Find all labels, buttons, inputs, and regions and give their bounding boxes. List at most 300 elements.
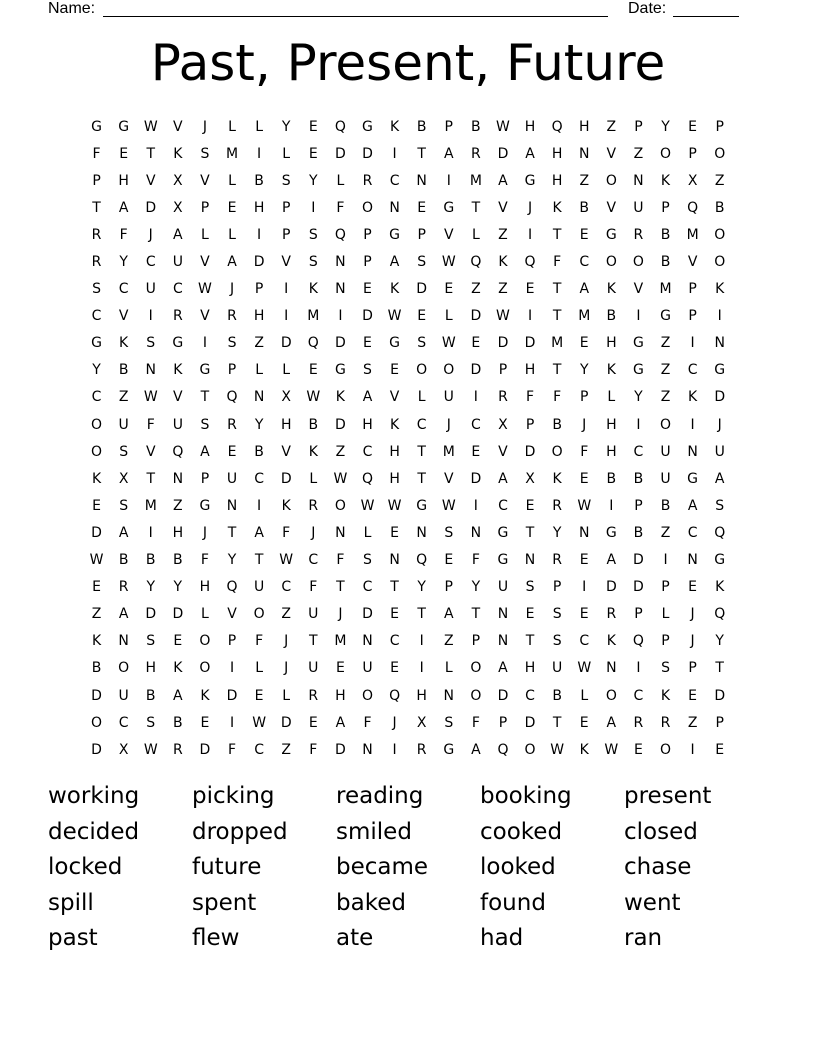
- grid-letter[interactable]: E: [119, 145, 129, 162]
- grid-letter[interactable]: K: [498, 254, 508, 271]
- grid-letter[interactable]: V: [173, 118, 183, 135]
- grid-letter[interactable]: I: [446, 172, 451, 189]
- grid-letter[interactable]: A: [443, 606, 454, 623]
- grid-letter[interactable]: L: [228, 172, 236, 189]
- grid-letter[interactable]: Q: [714, 524, 726, 541]
- grid-letter[interactable]: D: [470, 470, 482, 487]
- grid-letter[interactable]: K: [660, 687, 671, 704]
- grid-letter[interactable]: B: [660, 226, 671, 243]
- grid-letter[interactable]: S: [444, 714, 454, 731]
- grid-letter[interactable]: V: [281, 443, 291, 460]
- grid-letter[interactable]: K: [715, 281, 725, 298]
- grid-letter[interactable]: F: [92, 145, 101, 162]
- grid-letter[interactable]: S: [119, 443, 129, 460]
- grid-letter[interactable]: R: [606, 606, 617, 623]
- grid-letter[interactable]: E: [579, 335, 589, 352]
- grid-letter[interactable]: B: [308, 416, 319, 433]
- grid-letter[interactable]: V: [227, 606, 237, 623]
- grid-letter[interactable]: D: [524, 714, 536, 731]
- grid-letter[interactable]: N: [470, 524, 482, 541]
- grid-letter[interactable]: C: [118, 281, 129, 298]
- grid-letter[interactable]: C: [172, 281, 183, 298]
- grid-letter[interactable]: A: [227, 254, 237, 271]
- grid-letter[interactable]: A: [579, 281, 590, 298]
- grid-letter[interactable]: D: [280, 714, 292, 731]
- grid-letter[interactable]: I: [311, 199, 316, 216]
- grid-letter[interactable]: D: [335, 145, 346, 162]
- grid-letter[interactable]: N: [687, 443, 698, 460]
- grid-letter[interactable]: W: [387, 308, 402, 325]
- grid-letter[interactable]: I: [690, 416, 695, 433]
- grid-letter[interactable]: W: [577, 497, 592, 514]
- name-blank-line[interactable]: [103, 16, 608, 17]
- grid-letter[interactable]: G: [660, 308, 671, 325]
- grid-letter[interactable]: G: [605, 524, 617, 541]
- grid-letter[interactable]: X: [173, 172, 183, 189]
- grid-letter[interactable]: D: [199, 741, 211, 758]
- grid-letter[interactable]: C: [579, 254, 590, 271]
- grid-letter[interactable]: T: [552, 226, 562, 243]
- grid-letter[interactable]: V: [606, 199, 617, 216]
- grid-letter[interactable]: B: [660, 254, 671, 271]
- grid-letter[interactable]: H: [524, 660, 536, 677]
- grid-letter[interactable]: V: [443, 226, 454, 243]
- grid-letter[interactable]: Q: [687, 199, 699, 216]
- grid-letter[interactable]: P: [471, 633, 481, 650]
- grid-letter[interactable]: O: [660, 741, 672, 758]
- grid-letter[interactable]: S: [146, 335, 156, 352]
- grid-letter[interactable]: U: [633, 199, 644, 216]
- grid-letter[interactable]: D: [280, 335, 292, 352]
- grid-letter[interactable]: B: [254, 172, 264, 189]
- grid-letter[interactable]: E: [579, 226, 589, 243]
- grid-letter[interactable]: J: [284, 633, 289, 650]
- grid-letter[interactable]: Y: [552, 524, 562, 541]
- grid-letter[interactable]: E: [335, 660, 345, 677]
- grid-letter[interactable]: L: [580, 687, 589, 704]
- grid-letter[interactable]: H: [280, 416, 292, 433]
- grid-letter[interactable]: L: [607, 389, 616, 406]
- grid-letter[interactable]: Z: [660, 362, 671, 379]
- grid-letter[interactable]: I: [284, 281, 289, 298]
- grid-letter[interactable]: Q: [632, 633, 644, 650]
- grid-letter[interactable]: B: [552, 687, 562, 704]
- grid-letter[interactable]: D: [362, 145, 373, 162]
- grid-letter[interactable]: U: [660, 443, 671, 460]
- grid-letter[interactable]: R: [633, 226, 644, 243]
- grid-letter[interactable]: R: [172, 741, 183, 758]
- grid-letter[interactable]: X: [281, 389, 291, 406]
- grid-letter[interactable]: J: [338, 606, 343, 623]
- grid-letter[interactable]: S: [227, 335, 237, 352]
- grid-letter[interactable]: Q: [416, 552, 428, 569]
- grid-letter[interactable]: T: [146, 145, 156, 162]
- grid-letter[interactable]: N: [226, 497, 238, 514]
- grid-letter[interactable]: O: [660, 145, 672, 162]
- grid-letter[interactable]: D: [497, 335, 509, 352]
- grid-letter[interactable]: G: [497, 524, 509, 541]
- grid-letter[interactable]: Z: [660, 524, 671, 541]
- grid-letter[interactable]: T: [390, 579, 399, 596]
- grid-letter[interactable]: S: [552, 633, 562, 650]
- grid-letter[interactable]: W: [89, 552, 104, 569]
- grid-letter[interactable]: O: [416, 362, 428, 379]
- grid-letter[interactable]: Z: [687, 714, 698, 731]
- grid-letter[interactable]: Y: [579, 362, 589, 379]
- grid-letter[interactable]: B: [714, 199, 725, 216]
- grid-letter[interactable]: N: [335, 524, 346, 541]
- grid-letter[interactable]: Y: [146, 579, 156, 596]
- grid-letter[interactable]: K: [119, 335, 129, 352]
- grid-letter[interactable]: T: [552, 281, 562, 298]
- grid-letter[interactable]: N: [362, 741, 373, 758]
- grid-letter[interactable]: K: [91, 633, 102, 650]
- grid-letter[interactable]: O: [91, 416, 103, 433]
- grid-letter[interactable]: D: [145, 199, 157, 216]
- grid-letter[interactable]: E: [688, 579, 698, 596]
- grid-letter[interactable]: D: [145, 606, 157, 623]
- grid-letter[interactable]: I: [636, 308, 641, 325]
- grid-letter[interactable]: H: [362, 416, 373, 433]
- grid-letter[interactable]: D: [633, 552, 644, 569]
- grid-letter[interactable]: R: [227, 416, 237, 433]
- grid-letter[interactable]: B: [145, 687, 156, 704]
- grid-letter[interactable]: C: [687, 362, 698, 379]
- grid-letter[interactable]: E: [444, 281, 454, 298]
- grid-letter[interactable]: B: [118, 552, 129, 569]
- grid-letter[interactable]: Z: [118, 389, 129, 406]
- grid-letter[interactable]: Y: [254, 416, 264, 433]
- grid-letter[interactable]: W: [441, 497, 456, 514]
- grid-letter[interactable]: C: [633, 443, 644, 460]
- grid-letter[interactable]: L: [228, 226, 236, 243]
- grid-letter[interactable]: E: [579, 470, 589, 487]
- grid-letter[interactable]: A: [118, 524, 129, 541]
- grid-letter[interactable]: R: [498, 389, 508, 406]
- grid-letter[interactable]: W: [143, 389, 158, 406]
- grid-letter[interactable]: Z: [335, 443, 346, 460]
- grid-letter[interactable]: Q: [470, 254, 482, 271]
- grid-letter[interactable]: Q: [497, 741, 509, 758]
- grid-letter[interactable]: F: [336, 552, 345, 569]
- grid-letter[interactable]: D: [714, 389, 726, 406]
- grid-letter[interactable]: P: [417, 226, 426, 243]
- grid-letter[interactable]: S: [308, 226, 318, 243]
- grid-letter[interactable]: P: [634, 606, 643, 623]
- grid-letter[interactable]: V: [173, 389, 183, 406]
- grid-letter[interactable]: S: [444, 524, 454, 541]
- grid-letter[interactable]: P: [444, 118, 453, 135]
- grid-letter[interactable]: N: [578, 524, 590, 541]
- grid-letter[interactable]: F: [200, 552, 209, 569]
- grid-letter[interactable]: G: [605, 226, 617, 243]
- grid-letter[interactable]: O: [443, 362, 455, 379]
- grid-letter[interactable]: G: [334, 362, 346, 379]
- grid-letter[interactable]: O: [361, 687, 373, 704]
- grid-letter[interactable]: B: [254, 443, 264, 460]
- grid-letter[interactable]: F: [363, 714, 372, 731]
- grid-letter[interactable]: B: [416, 118, 427, 135]
- grid-letter[interactable]: J: [202, 524, 207, 541]
- grid-letter[interactable]: N: [497, 633, 509, 650]
- grid-letter[interactable]: T: [417, 145, 426, 162]
- grid-letter[interactable]: T: [715, 660, 724, 677]
- grid-letter[interactable]: E: [227, 199, 237, 216]
- grid-letter[interactable]: Q: [226, 389, 238, 406]
- grid-letter[interactable]: R: [552, 497, 562, 514]
- grid-letter[interactable]: L: [228, 118, 236, 135]
- grid-letter[interactable]: R: [362, 172, 373, 189]
- grid-letter[interactable]: G: [524, 172, 536, 189]
- grid-letter[interactable]: L: [255, 660, 264, 677]
- grid-letter[interactable]: L: [444, 308, 453, 325]
- grid-letter[interactable]: W: [306, 389, 321, 406]
- grid-letter[interactable]: A: [173, 226, 183, 243]
- grid-letter[interactable]: I: [473, 497, 478, 514]
- grid-letter[interactable]: X: [525, 470, 535, 487]
- grid-letter[interactable]: D: [497, 687, 509, 704]
- grid-letter[interactable]: E: [579, 714, 589, 731]
- grid-letter[interactable]: L: [444, 660, 453, 677]
- grid-letter[interactable]: E: [363, 281, 372, 298]
- grid-letter[interactable]: E: [525, 281, 535, 298]
- grid-letter[interactable]: I: [202, 335, 207, 352]
- grid-letter[interactable]: N: [389, 552, 400, 569]
- grid-letter[interactable]: C: [416, 416, 427, 433]
- grid-letter[interactable]: U: [172, 254, 183, 271]
- grid-letter[interactable]: R: [633, 714, 644, 731]
- grid-letter[interactable]: R: [470, 145, 481, 162]
- grid-letter[interactable]: H: [606, 335, 617, 352]
- grid-letter[interactable]: S: [661, 660, 670, 677]
- grid-letter[interactable]: P: [661, 199, 670, 216]
- grid-letter[interactable]: C: [498, 497, 508, 514]
- grid-letter[interactable]: F: [146, 416, 155, 433]
- grid-letter[interactable]: U: [362, 660, 373, 677]
- grid-letter[interactable]: R: [660, 714, 671, 731]
- grid-letter[interactable]: P: [254, 281, 264, 298]
- grid-letter[interactable]: B: [173, 552, 183, 569]
- grid-letter[interactable]: U: [308, 606, 319, 623]
- grid-letter[interactable]: Z: [443, 633, 454, 650]
- grid-letter[interactable]: G: [714, 362, 726, 379]
- grid-letter[interactable]: Q: [172, 443, 184, 460]
- grid-letter[interactable]: G: [389, 226, 400, 243]
- grid-letter[interactable]: D: [280, 470, 292, 487]
- grid-letter[interactable]: T: [146, 470, 156, 487]
- grid-letter[interactable]: L: [471, 226, 480, 243]
- grid-letter[interactable]: I: [690, 741, 695, 758]
- grid-letter[interactable]: B: [173, 714, 183, 731]
- grid-letter[interactable]: H: [551, 172, 563, 189]
- grid-letter[interactable]: V: [498, 199, 508, 216]
- grid-letter[interactable]: A: [498, 660, 508, 677]
- grid-letter[interactable]: M: [334, 633, 347, 650]
- grid-letter[interactable]: S: [363, 362, 372, 379]
- grid-letter[interactable]: I: [284, 308, 289, 325]
- grid-letter[interactable]: T: [552, 714, 562, 731]
- grid-letter[interactable]: T: [525, 633, 535, 650]
- grid-letter[interactable]: A: [498, 172, 508, 189]
- grid-letter[interactable]: T: [552, 308, 562, 325]
- grid-letter[interactable]: Q: [226, 579, 238, 596]
- grid-letter[interactable]: W: [441, 335, 456, 352]
- grid-letter[interactable]: S: [119, 497, 129, 514]
- grid-letter[interactable]: D: [362, 308, 373, 325]
- grid-letter[interactable]: A: [200, 443, 210, 460]
- grid-letter[interactable]: Q: [307, 335, 319, 352]
- grid-letter[interactable]: E: [633, 741, 643, 758]
- grid-letter[interactable]: G: [362, 118, 373, 135]
- grid-letter[interactable]: I: [473, 389, 478, 406]
- grid-letter[interactable]: E: [715, 741, 725, 758]
- grid-letter[interactable]: V: [633, 281, 644, 298]
- grid-letter[interactable]: A: [471, 741, 481, 758]
- grid-letter[interactable]: T: [227, 524, 237, 541]
- grid-letter[interactable]: B: [471, 118, 481, 135]
- grid-letter[interactable]: K: [715, 579, 725, 596]
- grid-letter[interactable]: Y: [417, 579, 426, 596]
- grid-letter[interactable]: W: [143, 741, 158, 758]
- grid-letter[interactable]: B: [145, 552, 156, 569]
- grid-letter[interactable]: F: [580, 443, 589, 460]
- grid-letter[interactable]: P: [525, 416, 535, 433]
- grid-letter[interactable]: S: [308, 254, 318, 271]
- grid-letter[interactable]: S: [417, 254, 427, 271]
- grid-letter[interactable]: G: [443, 741, 455, 758]
- grid-letter[interactable]: E: [308, 714, 318, 731]
- grid-letter[interactable]: S: [200, 416, 210, 433]
- grid-letter[interactable]: R: [416, 741, 427, 758]
- grid-letter[interactable]: N: [362, 633, 373, 650]
- grid-letter[interactable]: O: [551, 443, 563, 460]
- grid-letter[interactable]: U: [497, 579, 509, 596]
- grid-letter[interactable]: I: [717, 308, 722, 325]
- grid-letter[interactable]: D: [335, 335, 346, 352]
- grid-letter[interactable]: M: [225, 145, 239, 162]
- grid-letter[interactable]: W: [577, 660, 592, 677]
- grid-letter[interactable]: S: [552, 606, 562, 623]
- grid-letter[interactable]: K: [173, 362, 183, 379]
- grid-letter[interactable]: V: [200, 254, 210, 271]
- grid-letter[interactable]: G: [199, 362, 211, 379]
- grid-letter[interactable]: N: [497, 606, 509, 623]
- grid-letter[interactable]: L: [417, 389, 426, 406]
- grid-letter[interactable]: O: [605, 172, 617, 189]
- grid-letter[interactable]: Y: [471, 579, 481, 596]
- grid-letter[interactable]: E: [688, 118, 698, 135]
- grid-letter[interactable]: V: [200, 172, 210, 189]
- grid-letter[interactable]: V: [200, 308, 210, 325]
- grid-letter[interactable]: X: [173, 199, 183, 216]
- grid-letter[interactable]: E: [579, 552, 589, 569]
- grid-letter[interactable]: F: [255, 633, 264, 650]
- grid-letter[interactable]: U: [443, 389, 454, 406]
- grid-letter[interactable]: H: [416, 687, 427, 704]
- grid-letter[interactable]: H: [199, 579, 211, 596]
- grid-letter[interactable]: A: [525, 145, 535, 162]
- grid-letter[interactable]: P: [281, 226, 291, 243]
- grid-letter[interactable]: C: [362, 579, 373, 596]
- grid-letter[interactable]: B: [118, 362, 129, 379]
- grid-letter[interactable]: J: [148, 226, 153, 243]
- grid-letter[interactable]: I: [636, 416, 641, 433]
- grid-letter[interactable]: I: [636, 660, 641, 677]
- grid-letter[interactable]: P: [688, 660, 697, 677]
- grid-letter[interactable]: E: [390, 524, 399, 541]
- grid-letter[interactable]: P: [715, 714, 724, 731]
- grid-letter[interactable]: L: [201, 226, 209, 243]
- grid-letter[interactable]: D: [172, 606, 184, 623]
- grid-letter[interactable]: Z: [714, 172, 725, 189]
- grid-letter[interactable]: E: [200, 714, 210, 731]
- grid-letter[interactable]: J: [392, 714, 397, 731]
- grid-letter[interactable]: E: [417, 199, 427, 216]
- grid-letter[interactable]: J: [527, 199, 533, 216]
- grid-letter[interactable]: O: [199, 633, 211, 650]
- grid-letter[interactable]: L: [309, 470, 318, 487]
- grid-letter[interactable]: F: [471, 552, 480, 569]
- grid-letter[interactable]: S: [200, 145, 210, 162]
- grid-letter[interactable]: E: [254, 687, 264, 704]
- grid-letter[interactable]: N: [253, 389, 265, 406]
- grid-letter[interactable]: L: [255, 362, 264, 379]
- grid-letter[interactable]: D: [524, 443, 536, 460]
- grid-letter[interactable]: W: [550, 741, 565, 758]
- grid-letter[interactable]: R: [91, 254, 102, 271]
- grid-letter[interactable]: D: [362, 606, 373, 623]
- grid-letter[interactable]: F: [119, 226, 128, 243]
- grid-letter[interactable]: P: [281, 199, 291, 216]
- grid-letter[interactable]: H: [524, 118, 536, 135]
- grid-letter[interactable]: B: [606, 470, 617, 487]
- grid-letter[interactable]: T: [200, 389, 210, 406]
- grid-letter[interactable]: E: [525, 606, 535, 623]
- grid-letter[interactable]: R: [118, 579, 129, 596]
- grid-letter[interactable]: R: [552, 552, 562, 569]
- grid-letter[interactable]: N: [714, 335, 725, 352]
- grid-letter[interactable]: D: [335, 741, 346, 758]
- grid-letter[interactable]: Z: [281, 606, 291, 623]
- grid-letter[interactable]: O: [91, 443, 103, 460]
- grid-letter[interactable]: P: [715, 118, 724, 135]
- grid-letter[interactable]: F: [309, 741, 318, 758]
- grid-letter[interactable]: P: [634, 497, 643, 514]
- grid-letter[interactable]: W: [360, 497, 375, 514]
- grid-letter[interactable]: H: [578, 118, 590, 135]
- grid-letter[interactable]: G: [632, 335, 644, 352]
- grid-letter[interactable]: F: [553, 389, 562, 406]
- grid-letter[interactable]: Z: [173, 497, 183, 514]
- grid-letter[interactable]: E: [471, 443, 481, 460]
- grid-letter[interactable]: O: [470, 660, 482, 677]
- grid-letter[interactable]: A: [335, 714, 346, 731]
- grid-letter[interactable]: V: [606, 145, 617, 162]
- grid-letter[interactable]: I: [527, 226, 533, 243]
- grid-letter[interactable]: S: [146, 714, 156, 731]
- grid-letter[interactable]: I: [392, 741, 397, 758]
- grid-letter[interactable]: J: [690, 633, 695, 650]
- grid-letter[interactable]: A: [118, 606, 129, 623]
- grid-letter[interactable]: J: [582, 416, 587, 433]
- grid-letter[interactable]: I: [148, 524, 153, 541]
- grid-letter[interactable]: O: [632, 254, 644, 271]
- grid-letter[interactable]: K: [389, 281, 400, 298]
- grid-letter[interactable]: U: [145, 281, 156, 298]
- grid-letter[interactable]: Z: [91, 606, 102, 623]
- grid-letter[interactable]: K: [552, 470, 562, 487]
- grid-letter[interactable]: F: [309, 579, 318, 596]
